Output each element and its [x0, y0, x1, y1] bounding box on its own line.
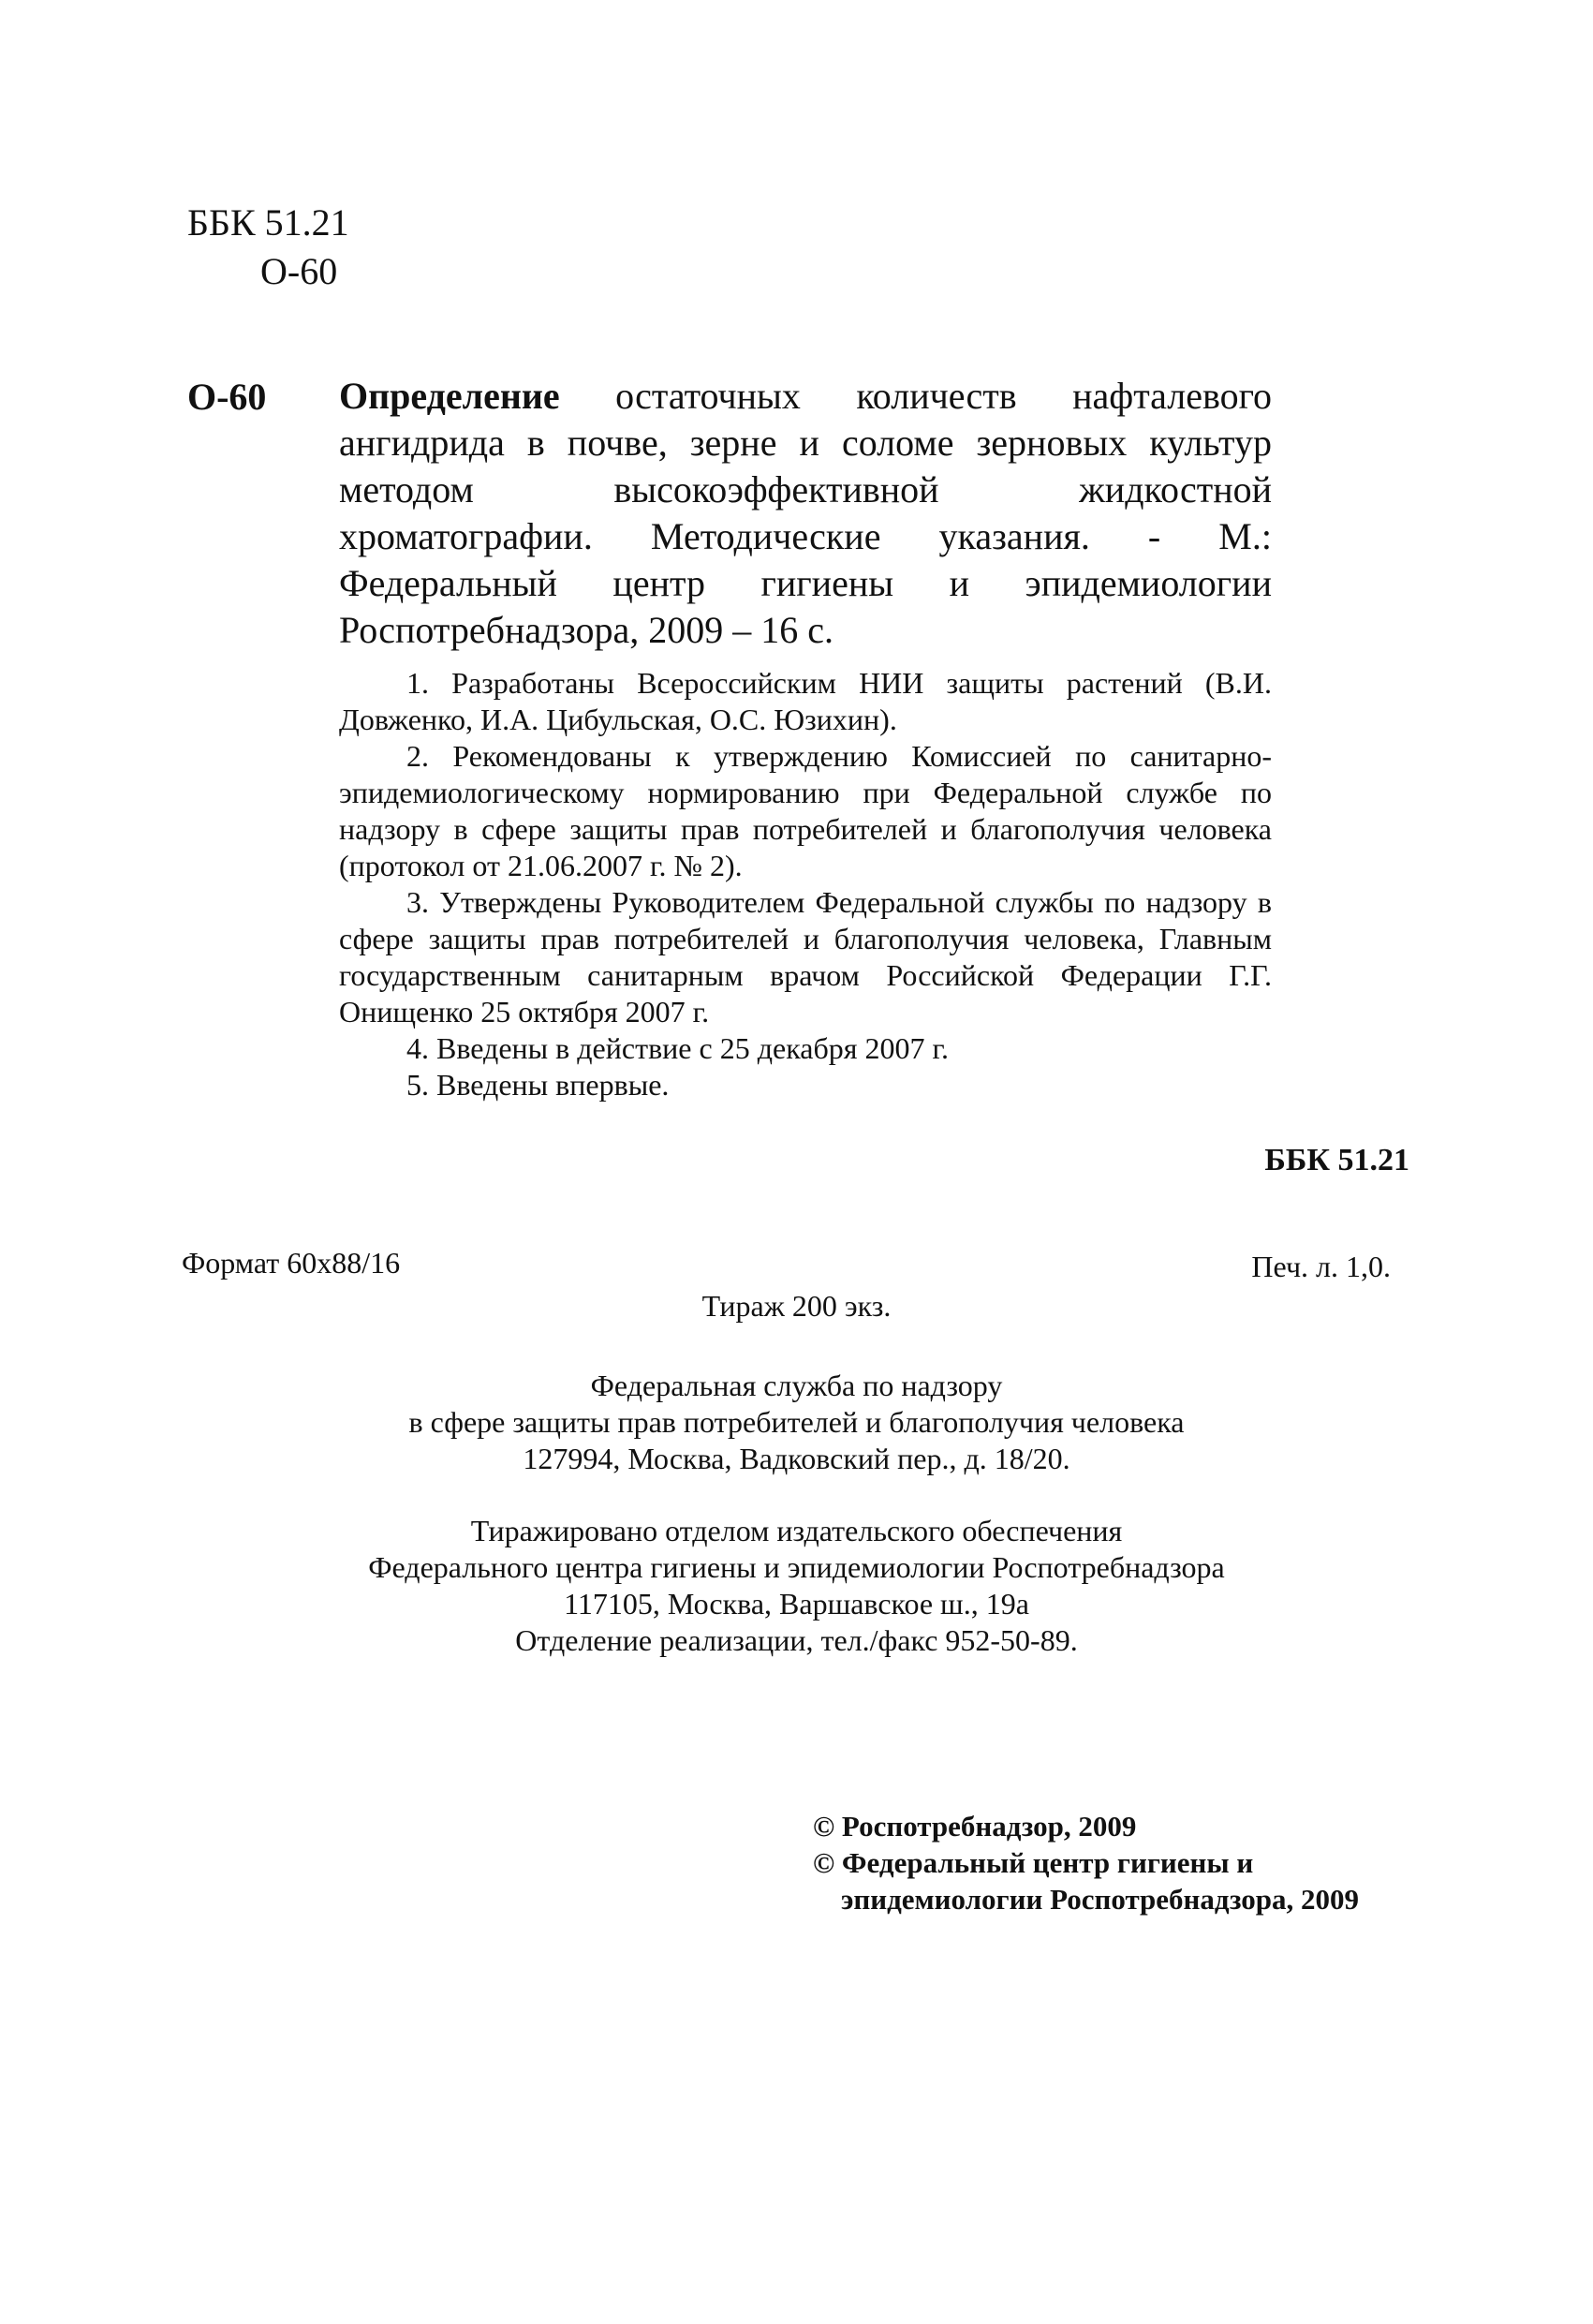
- copyright-line: © Роспотребнадзор, 2009: [813, 1810, 1137, 1843]
- printer-line: Федерального центра гигиены и эпидемиологии Роспотребнадзора: [368, 1550, 1225, 1584]
- printer-contact: Отделение реализации, тел./факс 952-50-89.: [515, 1623, 1078, 1657]
- notes-list: [339, 665, 1272, 1103]
- copyright-block: [813, 1808, 1359, 1917]
- copyright-line: © Федеральный центр гигиены и: [813, 1846, 1254, 1879]
- print-run-text: Тираж 200 экз.: [701, 1289, 892, 1323]
- bbk-index: ББК 51.21: [187, 201, 349, 244]
- publisher-address: 127994, Москва, Вадковский пер., д. 18/20.: [523, 1442, 1070, 1475]
- bibliographic-entry: [339, 373, 1272, 654]
- bbk-index-right: ББК 51.21: [1264, 1143, 1409, 1177]
- note-item: 2. Рекомендованы к утверждению Комиссией по санитарно-эпидемиологическому нормированию при Федеральной службе по надзору в сфере защиты прав потребителей и благополучия человека (протокол от 21.06.2007 г. № 2).: [339, 739, 1272, 882]
- format-text: Формат 60х88/16: [182, 1246, 401, 1280]
- publisher-block: [0, 1368, 1593, 1477]
- bbk-index-block: [187, 199, 349, 296]
- note-item: 4. Введены в действие с 25 декабря 2007 г.: [406, 1031, 949, 1065]
- entry-title-rest: остаточных количеств нафталевого ангидрида в почве, зерне и соломе зерновых культур методом высокоэффективной жидкостной хроматографии. Методические указания. - М.: Федеральный центр гигиены и эпидемиологии Роспотребнадзора, 2009 – 16 с.: [339, 375, 1272, 651]
- printer-line: Тиражировано отделом издательского обеспечения: [470, 1514, 1123, 1547]
- printer-address: 117105, Москва, Варшавское ш., 19а: [564, 1587, 1029, 1621]
- publisher-line: Федеральная служба по надзору: [590, 1369, 1003, 1402]
- copyright-line: эпидемиологии Роспотребнадзора, 2009: [841, 1883, 1359, 1916]
- note-item: 3. Утверждены Руководителем Федеральной службы по надзору в сфере защиты прав потребителей и благополучия человека, Главным государственным санитарным врачом Российской Федерации Г.Г. Онищенко 25 октября 2007 г.: [339, 885, 1272, 1029]
- author-mark: О-60: [260, 250, 338, 292]
- entry-code: О-60: [187, 376, 267, 418]
- publisher-line: в сфере защиты прав потребителей и благополучия человека: [408, 1405, 1185, 1439]
- note-item: 5. Введены впервые.: [406, 1068, 670, 1102]
- print-sheets-text: Печ. л. 1,0.: [1251, 1250, 1391, 1283]
- printer-block: [0, 1513, 1593, 1659]
- entry-title-bold: Определение: [339, 375, 560, 417]
- note-item: 1. Разработаны Всероссийским НИИ защиты растений (В.И. Довженко, И.А. Цибульская, О.С. Юзихин).: [339, 666, 1272, 736]
